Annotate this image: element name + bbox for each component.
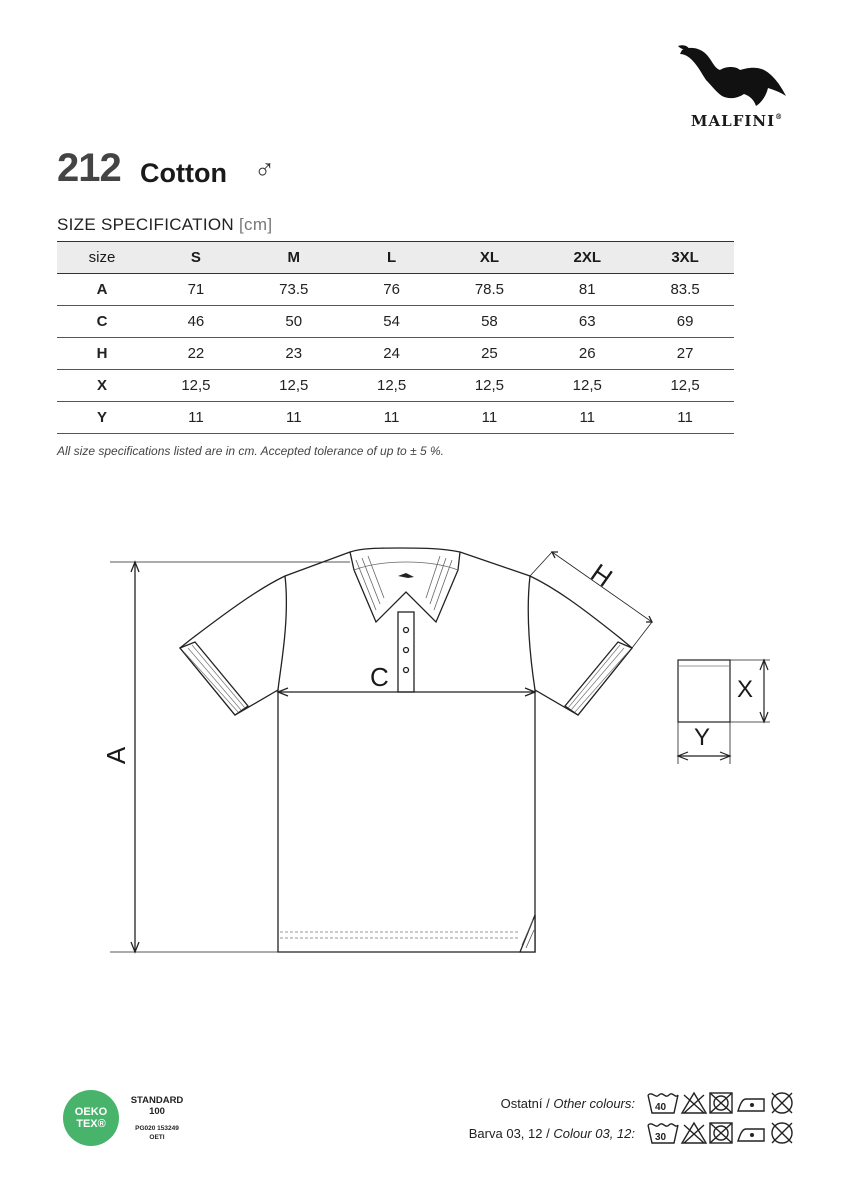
collar: [350, 548, 460, 622]
table-cell: 69: [676, 313, 694, 330]
label-detail-diagram: [670, 640, 780, 770]
table-header-cell: M: [287, 249, 300, 266]
table-cell: 76: [383, 281, 400, 298]
table-cell: 27: [676, 345, 694, 362]
table-cell: X: [97, 377, 108, 394]
table-cell: 12,5: [474, 377, 505, 394]
table-cell: C: [96, 313, 108, 330]
iron-icon: [738, 1099, 764, 1111]
iron-icon: [738, 1129, 764, 1141]
table-row: [57, 402, 734, 434]
table-cell: 11: [677, 409, 693, 426]
table-cell: 11: [481, 409, 498, 426]
no-tumble-dry-icon: [710, 1123, 732, 1143]
table-header-row: [57, 242, 734, 274]
table-cell: 50: [285, 313, 303, 330]
table-header-cell: 2XL: [573, 249, 601, 266]
table-cell: 71: [187, 281, 205, 298]
label-a: A: [101, 746, 132, 765]
care-icons-row: [646, 1119, 806, 1145]
label-x: X: [737, 676, 754, 703]
no-tumble-dry-icon: [710, 1093, 732, 1113]
badge-line: TEX®: [76, 1118, 106, 1130]
label-h: H: [585, 557, 618, 593]
standard-line: 100: [149, 1106, 165, 1117]
table-row: [57, 306, 734, 338]
product-name: Cotton: [140, 158, 227, 188]
table-header-cell: size: [88, 249, 116, 266]
table-cell: 11: [579, 409, 596, 426]
table-cell: 83.5: [670, 281, 700, 298]
care-label-colour-03-12: Barva 03, 12 / Colour 03, 12:: [468, 1126, 635, 1141]
table-cell: 12,5: [670, 377, 700, 394]
table-cell: 81: [578, 281, 596, 298]
label-y: Y: [694, 724, 711, 751]
cert-institute: OETI: [149, 1134, 165, 1141]
table-cell: 25: [481, 345, 498, 362]
table-cell: 11: [383, 409, 400, 426]
table-cell: 54: [383, 313, 400, 330]
table-cell: 12,5: [376, 377, 407, 394]
badge-line: OEKO: [74, 1106, 108, 1118]
no-bleach-icon: [682, 1093, 706, 1113]
brand-name: MALFINI®: [690, 112, 784, 130]
table-cell: 58: [481, 313, 498, 330]
table-cell: A: [96, 281, 108, 298]
table-cell: 12,5: [279, 377, 309, 394]
wash-temperature: 40: [655, 1102, 667, 1113]
table-row: [57, 274, 734, 306]
tolerance-note: All size specifications listed are in cm. Accepted tolerance of up to ± 5 %.: [57, 444, 444, 458]
table-header-cell: L: [387, 249, 397, 266]
care-label-other-colours: Ostatní / Other colours:: [500, 1096, 635, 1111]
table-cell: 12,5: [181, 377, 211, 394]
no-dry-clean-icon: [772, 1123, 792, 1143]
table-cell: Y: [97, 409, 108, 426]
table-cell: H: [96, 345, 108, 362]
spec-title: SIZE SPECIFICATION [cm]: [57, 215, 273, 234]
product-number: 212: [57, 146, 121, 190]
male-icon: ♂: [254, 154, 275, 185]
table-cell: 46: [187, 313, 205, 330]
table-cell: 73.5: [279, 281, 309, 298]
table-cell: 12,5: [572, 377, 602, 394]
table-cell: 11: [285, 409, 302, 426]
polo-shirt-diagram: [100, 540, 680, 970]
no-dry-clean-icon: [772, 1093, 792, 1113]
wash-temperature: 30: [655, 1132, 667, 1143]
size-table: [57, 241, 734, 434]
table-header-cell: S: [190, 249, 201, 266]
table-cell: 22: [187, 345, 205, 362]
table-cell: 23: [285, 345, 303, 362]
oeko-tex-badge: [63, 1090, 119, 1146]
cert-code-line: PG020 153249: [135, 1125, 179, 1132]
table-cell: 78.5: [474, 281, 505, 298]
table-header-cell: XL: [479, 249, 499, 266]
table-cell: 63: [578, 313, 596, 330]
table-row: [57, 370, 734, 402]
table-cell: 24: [383, 345, 400, 362]
table-header-cell: 3XL: [671, 249, 699, 266]
table-cell: 26: [578, 345, 596, 362]
right-cuff: [565, 642, 632, 715]
care-icons-row: [646, 1089, 806, 1115]
standard-line: STANDARD: [130, 1095, 184, 1106]
label-c: C: [370, 662, 389, 692]
standard-label: [122, 1095, 192, 1117]
certification-code: [122, 1124, 192, 1142]
table-cell: 11: [188, 409, 204, 426]
no-bleach-icon: [682, 1123, 706, 1143]
table-row: [57, 338, 734, 370]
